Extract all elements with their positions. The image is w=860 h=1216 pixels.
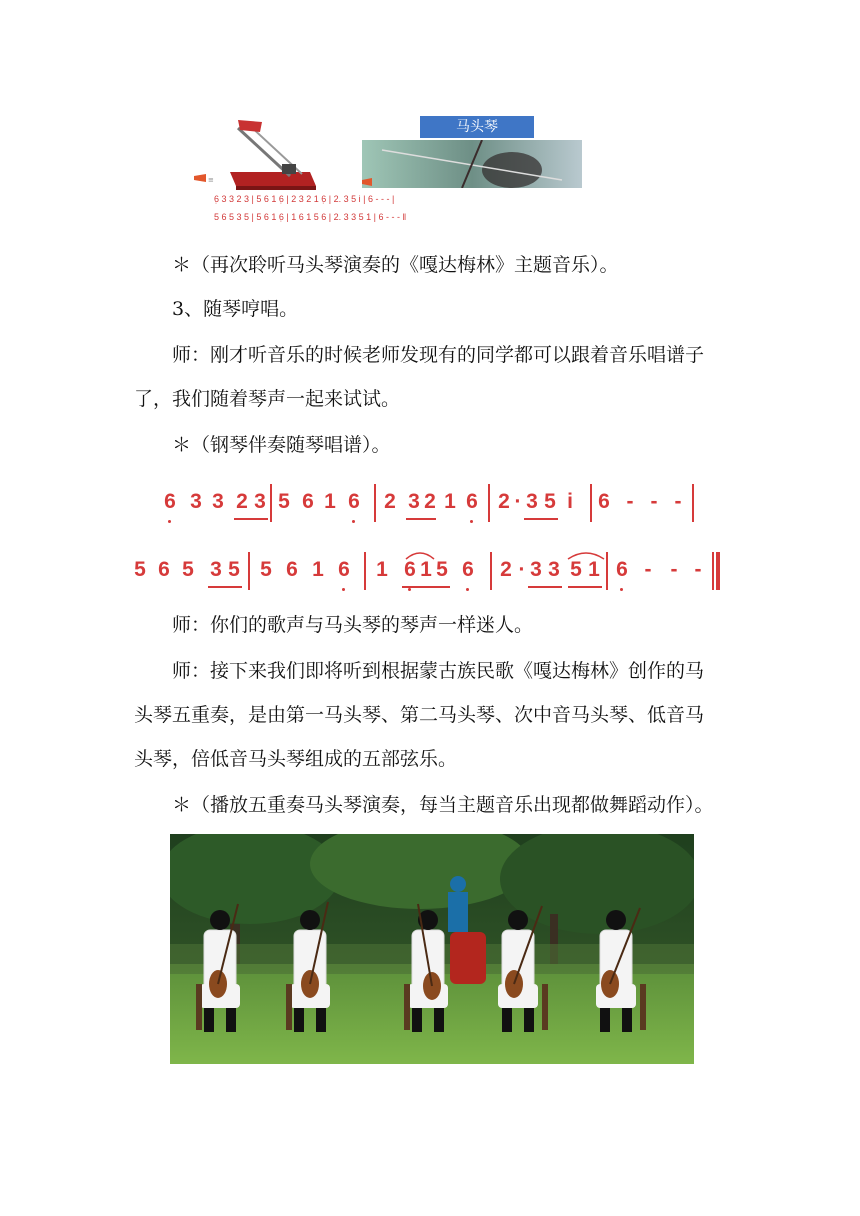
- paragraph-listen-again: ＊（再次聆听马头琴演奏的《嘎达梅林》主题音乐）。: [172, 254, 619, 276]
- paragraph-teacher-3-cont-1: 头琴五重奏，是由第一马头琴、第二马头琴、次中音马头琴、低音马: [134, 704, 705, 726]
- score-note: 6: [616, 558, 628, 581]
- score-note: 1: [312, 558, 324, 581]
- score-note: 5: [436, 558, 448, 581]
- score-note: 3: [548, 558, 560, 581]
- score-note: 1: [444, 490, 456, 513]
- score-note: ·: [514, 490, 522, 513]
- score-note: i: [567, 490, 573, 513]
- score-note: 3: [212, 490, 224, 513]
- score-note: 5: [228, 558, 240, 581]
- score-note: 3: [190, 490, 202, 513]
- score-note: 3: [526, 490, 538, 513]
- score-note: 5: [544, 490, 556, 513]
- score-note: 5: [278, 490, 290, 513]
- score-note: 5: [182, 558, 194, 581]
- score-note: 6: [348, 490, 360, 513]
- mini-score-line-2: 5 6 5 3 5 | 5 6 1 6̣ | 1 6 1 5 6 | 2. 3 3 5 1 | 6 - - - ‖: [214, 212, 407, 222]
- image-label: 马头琴: [420, 116, 534, 138]
- score-note: -: [626, 490, 634, 513]
- performer-photo: [362, 140, 582, 188]
- score-note: -: [670, 558, 678, 581]
- score-row-2: [0, 552, 860, 604]
- score-note: 6: [302, 490, 314, 513]
- score-note: 2: [498, 490, 510, 513]
- score-note: 2: [424, 490, 436, 513]
- score-note: 6: [404, 558, 416, 581]
- score-note: 6: [286, 558, 298, 581]
- paragraph-teacher-3: 师：接下来我们即将听到根据蒙古族民歌《嘎达梅林》创作的马: [172, 660, 705, 682]
- score-note: 1: [324, 490, 336, 513]
- paragraph-teacher-3-cont-2: 头琴，倍低音马头琴组成的五部弦乐。: [134, 748, 458, 770]
- score-note: 5: [260, 558, 272, 581]
- score-note: 1: [376, 558, 388, 581]
- score-note: 1: [588, 558, 600, 581]
- score-note: ·: [518, 558, 526, 581]
- paragraph-piano-accompaniment: ＊（钢琴伴奏随琴唱谱）。: [172, 434, 391, 456]
- score-note: -: [674, 490, 682, 513]
- mini-score-line-1: 6̣ 3 3 2 3 | 5 6 1 6̣ | 2 3 2 1 6̣ | 2. 3 5 i | 6 - - - |: [214, 194, 395, 204]
- score-note: 3: [254, 490, 266, 513]
- score-note: 2: [384, 490, 396, 513]
- score-note: 6: [338, 558, 350, 581]
- score-note: -: [694, 558, 702, 581]
- score-note: 6: [164, 490, 176, 513]
- score-note: 6: [598, 490, 610, 513]
- score-note: -: [650, 490, 658, 513]
- paragraph-teacher-1-cont: 了，我们随着琴声一起来试试。: [134, 388, 401, 410]
- score-note: 3: [408, 490, 420, 513]
- paragraph-teacher-2: 师：你们的歌声与马头琴的琴声一样迷人。: [172, 614, 534, 636]
- score-note: 6: [462, 558, 474, 581]
- score-note: 6: [158, 558, 170, 581]
- svg-text:≡: ≡: [208, 176, 214, 184]
- score-row-1: [0, 484, 860, 536]
- score-note: 5: [134, 558, 146, 581]
- paragraph-hum-along: 3、随琴哼唱。: [172, 298, 299, 320]
- score-note: 5: [570, 558, 582, 581]
- score-note: 3: [210, 558, 222, 581]
- score-note: 2: [500, 558, 512, 581]
- quintet-performance-photo: [170, 834, 694, 1064]
- paragraph-play-quintet: ＊（播放五重奏马头琴演奏，每当主题音乐出现都做舞蹈动作）。: [172, 794, 714, 816]
- score-note: 1: [420, 558, 432, 581]
- score-note: -: [644, 558, 652, 581]
- score-note: 3: [530, 558, 542, 581]
- score-note: 2: [236, 490, 248, 513]
- score-note: 6: [466, 490, 478, 513]
- paragraph-teacher-1: 师：刚才听音乐的时候老师发现有的同学都可以跟着音乐唱谱子: [172, 344, 705, 366]
- instrument-illustration: [190, 112, 330, 192]
